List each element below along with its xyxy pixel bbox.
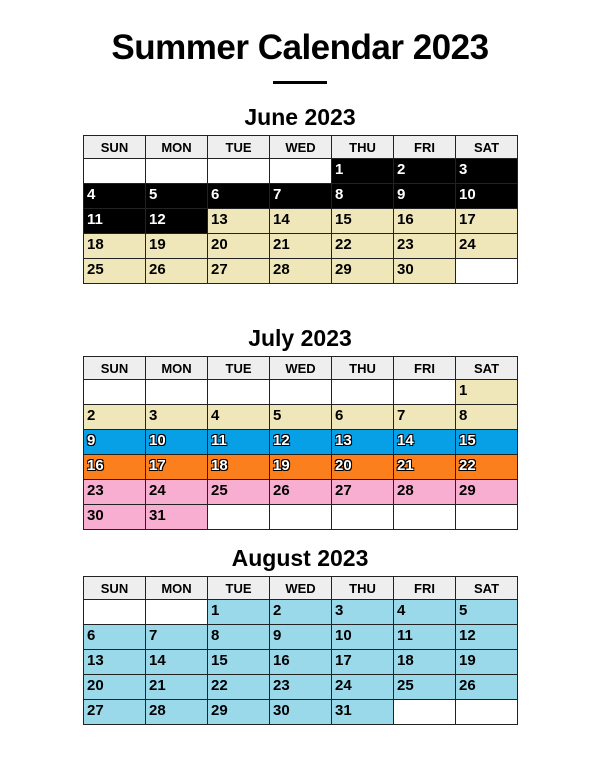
day-number: 13	[87, 652, 104, 669]
day-number: 6	[335, 407, 344, 424]
weekday-header: SUN	[84, 357, 146, 380]
weekday-header: THU	[332, 577, 394, 600]
day-cell	[208, 184, 270, 209]
day-cell	[394, 675, 456, 700]
day-cell	[270, 259, 332, 284]
day-cell	[332, 600, 394, 625]
day-number: 13	[211, 211, 228, 228]
day-number: 22	[211, 677, 228, 694]
day-number: 28	[149, 702, 166, 719]
empty-day-cell	[332, 505, 394, 530]
day-cell	[208, 675, 270, 700]
day-cell	[394, 259, 456, 284]
day-cell	[146, 480, 208, 505]
day-number: 21	[273, 236, 290, 253]
week-row	[84, 209, 518, 234]
day-cell	[146, 209, 208, 234]
day-number: 14	[273, 211, 290, 228]
day-cell	[208, 234, 270, 259]
day-number	[208, 159, 269, 160]
weekday-header: SAT	[456, 357, 518, 380]
day-cell	[456, 209, 518, 234]
day-cell	[456, 625, 518, 650]
day-number: 24	[335, 677, 352, 694]
day-number: 26	[149, 261, 166, 278]
title-divider	[273, 81, 327, 84]
weekday-header: TUE	[208, 577, 270, 600]
weekday-header: SAT	[456, 577, 518, 600]
day-cell	[394, 234, 456, 259]
day-cell	[208, 259, 270, 284]
day-cell	[146, 259, 208, 284]
day-number: 4	[87, 186, 96, 203]
week-row	[84, 455, 518, 480]
day-cell	[394, 209, 456, 234]
week-row	[84, 259, 518, 284]
calendar-july	[83, 356, 518, 530]
weekday-header: THU	[332, 357, 394, 380]
day-cell	[84, 700, 146, 725]
day-number: 20	[87, 677, 104, 694]
day-number: 9	[87, 432, 96, 449]
day-number: 2	[273, 602, 282, 619]
day-cell	[84, 234, 146, 259]
day-number: 10	[335, 627, 352, 644]
day-number	[84, 159, 145, 160]
week-row	[84, 650, 518, 675]
empty-day-cell	[394, 380, 456, 405]
day-cell	[270, 209, 332, 234]
day-cell	[208, 430, 270, 455]
day-number: 20	[211, 236, 228, 253]
day-number: 2	[87, 407, 96, 424]
day-cell	[270, 234, 332, 259]
calendar-june	[83, 135, 518, 284]
day-cell	[270, 675, 332, 700]
weekday-header: MON	[146, 357, 208, 380]
day-cell	[84, 480, 146, 505]
day-cell	[394, 405, 456, 430]
day-number: 11	[87, 211, 103, 228]
weekday-header: MON	[146, 577, 208, 600]
day-cell	[394, 625, 456, 650]
empty-day-cell	[332, 380, 394, 405]
week-row	[84, 405, 518, 430]
day-number: 31	[335, 702, 352, 719]
day-cell	[208, 650, 270, 675]
day-number: 10	[149, 432, 166, 449]
day-cell	[394, 159, 456, 184]
day-cell	[456, 380, 518, 405]
empty-day-cell	[208, 380, 270, 405]
day-cell	[332, 209, 394, 234]
day-number: 26	[459, 677, 476, 694]
day-number: 8	[459, 407, 468, 424]
day-number: 24	[459, 236, 476, 253]
day-number: 9	[273, 627, 282, 644]
day-number	[394, 380, 455, 381]
day-cell	[456, 405, 518, 430]
day-number: 11	[211, 432, 227, 449]
day-number: 19	[273, 457, 290, 474]
day-cell	[208, 480, 270, 505]
day-number	[270, 159, 331, 160]
day-cell	[146, 405, 208, 430]
day-number: 20	[335, 457, 352, 474]
weekday-header: WED	[270, 577, 332, 600]
day-number: 26	[273, 482, 290, 499]
day-cell	[456, 159, 518, 184]
day-cell	[394, 184, 456, 209]
day-number	[456, 259, 517, 260]
weekday-header: FRI	[394, 136, 456, 159]
day-number: 3	[149, 407, 158, 424]
day-number: 27	[211, 261, 228, 278]
week-row	[84, 380, 518, 405]
day-cell	[208, 405, 270, 430]
day-number: 15	[459, 432, 476, 449]
day-number: 30	[273, 702, 290, 719]
empty-day-cell	[208, 159, 270, 184]
week-row	[84, 234, 518, 259]
day-number: 14	[397, 432, 414, 449]
weekday-header-row	[84, 136, 518, 159]
day-number: 15	[211, 652, 228, 669]
day-cell	[270, 480, 332, 505]
day-number: 4	[211, 407, 220, 424]
day-number: 18	[87, 236, 104, 253]
weekday-header: SUN	[84, 136, 146, 159]
week-row	[84, 625, 518, 650]
day-cell	[456, 430, 518, 455]
day-number	[332, 505, 393, 506]
day-number: 12	[273, 432, 290, 449]
day-cell	[84, 259, 146, 284]
day-number: 11	[397, 627, 413, 644]
day-cell	[394, 430, 456, 455]
empty-day-cell	[84, 600, 146, 625]
day-number	[456, 505, 517, 506]
weekday-header: TUE	[208, 136, 270, 159]
day-number: 3	[459, 161, 468, 178]
empty-day-cell	[84, 380, 146, 405]
week-row	[84, 184, 518, 209]
day-cell	[332, 405, 394, 430]
day-number	[146, 600, 207, 601]
day-cell	[270, 430, 332, 455]
day-cell	[456, 455, 518, 480]
empty-day-cell	[208, 505, 270, 530]
day-cell	[270, 455, 332, 480]
day-number: 3	[335, 602, 344, 619]
empty-day-cell	[270, 505, 332, 530]
day-cell	[84, 675, 146, 700]
day-number: 1	[211, 602, 220, 619]
empty-day-cell	[146, 159, 208, 184]
weekday-header: SUN	[84, 577, 146, 600]
day-number: 25	[211, 482, 228, 499]
day-number	[146, 159, 207, 160]
day-number	[332, 380, 393, 381]
day-cell	[146, 625, 208, 650]
weekday-header: SAT	[456, 136, 518, 159]
day-number	[270, 505, 331, 506]
calendar-august	[83, 576, 518, 725]
day-cell	[456, 184, 518, 209]
month-title-july: July 2023	[248, 325, 352, 351]
weekday-header: THU	[332, 136, 394, 159]
day-number	[146, 380, 207, 381]
day-number	[394, 700, 455, 701]
day-number: 24	[149, 482, 166, 499]
day-number: 8	[211, 627, 220, 644]
day-cell	[394, 650, 456, 675]
day-cell	[270, 700, 332, 725]
weekday-header: WED	[270, 357, 332, 380]
empty-day-cell	[394, 505, 456, 530]
day-number: 5	[273, 407, 282, 424]
day-number: 19	[149, 236, 166, 253]
day-number: 29	[335, 261, 352, 278]
day-number: 7	[149, 627, 158, 644]
day-cell	[84, 405, 146, 430]
day-number: 17	[459, 211, 476, 228]
day-cell	[84, 650, 146, 675]
day-number: 18	[211, 457, 228, 474]
day-number: 2	[397, 161, 406, 178]
day-cell	[332, 430, 394, 455]
day-number: 21	[149, 677, 166, 694]
weekday-header-row	[84, 357, 518, 380]
day-cell	[332, 650, 394, 675]
day-cell	[456, 234, 518, 259]
day-number: 23	[397, 236, 414, 253]
day-cell	[394, 480, 456, 505]
weekday-header: WED	[270, 136, 332, 159]
day-cell	[208, 600, 270, 625]
week-row	[84, 700, 518, 725]
page-title: Summer Calendar 2023	[111, 28, 489, 67]
empty-day-cell	[270, 159, 332, 184]
day-number: 18	[397, 652, 414, 669]
day-cell	[456, 650, 518, 675]
day-cell	[394, 600, 456, 625]
day-number: 7	[273, 186, 282, 203]
day-cell	[146, 505, 208, 530]
day-cell	[146, 234, 208, 259]
week-row	[84, 600, 518, 625]
day-cell	[84, 505, 146, 530]
weekday-header: FRI	[394, 577, 456, 600]
day-cell	[270, 625, 332, 650]
day-cell	[84, 209, 146, 234]
empty-day-cell	[146, 380, 208, 405]
day-cell	[208, 625, 270, 650]
day-number: 5	[149, 186, 158, 203]
month-title-june: June 2023	[244, 104, 356, 130]
weekday-header: FRI	[394, 357, 456, 380]
day-number: 31	[149, 507, 166, 524]
week-row	[84, 480, 518, 505]
day-number: 28	[397, 482, 414, 499]
day-number: 28	[273, 261, 290, 278]
day-number: 15	[335, 211, 352, 228]
day-cell	[84, 625, 146, 650]
day-number: 7	[397, 407, 406, 424]
weekday-header: MON	[146, 136, 208, 159]
day-number	[84, 600, 145, 601]
day-number: 16	[87, 457, 104, 474]
day-number	[84, 380, 145, 381]
day-cell	[270, 650, 332, 675]
day-number: 30	[397, 261, 414, 278]
day-cell	[84, 184, 146, 209]
day-number: 16	[273, 652, 290, 669]
day-cell	[146, 455, 208, 480]
week-row	[84, 430, 518, 455]
day-number: 23	[87, 482, 104, 499]
day-number: 6	[211, 186, 220, 203]
day-cell	[332, 700, 394, 725]
empty-day-cell	[394, 700, 456, 725]
day-number: 16	[397, 211, 414, 228]
empty-day-cell	[456, 700, 518, 725]
weekday-header-row	[84, 577, 518, 600]
day-cell	[84, 430, 146, 455]
day-cell	[456, 480, 518, 505]
day-number: 17	[149, 457, 166, 474]
day-number: 27	[87, 702, 104, 719]
day-number: 1	[335, 161, 344, 178]
day-number: 6	[87, 627, 96, 644]
day-number	[394, 505, 455, 506]
day-number: 19	[459, 652, 476, 669]
day-number: 27	[335, 482, 352, 499]
day-cell	[146, 675, 208, 700]
day-number: 25	[397, 677, 414, 694]
week-row	[84, 505, 518, 530]
week-row	[84, 675, 518, 700]
day-cell	[208, 700, 270, 725]
day-number	[208, 380, 269, 381]
day-number: 12	[459, 627, 476, 644]
day-cell	[332, 184, 394, 209]
day-cell	[146, 650, 208, 675]
week-row	[84, 159, 518, 184]
day-number: 21	[397, 457, 414, 474]
empty-day-cell	[456, 505, 518, 530]
day-number	[208, 505, 269, 506]
day-cell	[456, 675, 518, 700]
day-number: 22	[459, 457, 476, 474]
day-number: 22	[335, 236, 352, 253]
day-cell	[332, 480, 394, 505]
day-cell	[332, 259, 394, 284]
day-number: 30	[87, 507, 104, 524]
empty-day-cell	[84, 159, 146, 184]
day-cell	[208, 455, 270, 480]
day-cell	[270, 600, 332, 625]
empty-day-cell	[270, 380, 332, 405]
day-number: 10	[459, 186, 476, 203]
day-number	[456, 700, 517, 701]
day-cell	[84, 455, 146, 480]
day-cell	[394, 455, 456, 480]
day-number: 23	[273, 677, 290, 694]
day-number: 12	[149, 211, 166, 228]
day-cell	[332, 625, 394, 650]
day-cell	[146, 184, 208, 209]
day-cell	[332, 675, 394, 700]
day-cell	[146, 430, 208, 455]
day-cell	[332, 234, 394, 259]
day-number: 1	[459, 382, 468, 399]
day-number: 29	[459, 482, 476, 499]
day-number: 13	[335, 432, 352, 449]
day-cell	[332, 455, 394, 480]
day-number: 29	[211, 702, 228, 719]
day-cell	[332, 159, 394, 184]
day-number: 9	[397, 186, 406, 203]
day-number: 17	[335, 652, 352, 669]
empty-day-cell	[146, 600, 208, 625]
day-number	[270, 380, 331, 381]
day-number: 14	[149, 652, 166, 669]
day-number: 8	[335, 186, 344, 203]
day-number: 5	[459, 602, 468, 619]
day-cell	[270, 184, 332, 209]
empty-day-cell	[456, 259, 518, 284]
day-cell	[208, 209, 270, 234]
month-title-august: August 2023	[231, 545, 369, 571]
day-number: 4	[397, 602, 406, 619]
day-cell	[456, 600, 518, 625]
day-cell	[146, 700, 208, 725]
day-cell	[270, 405, 332, 430]
day-number: 25	[87, 261, 104, 278]
weekday-header: TUE	[208, 357, 270, 380]
